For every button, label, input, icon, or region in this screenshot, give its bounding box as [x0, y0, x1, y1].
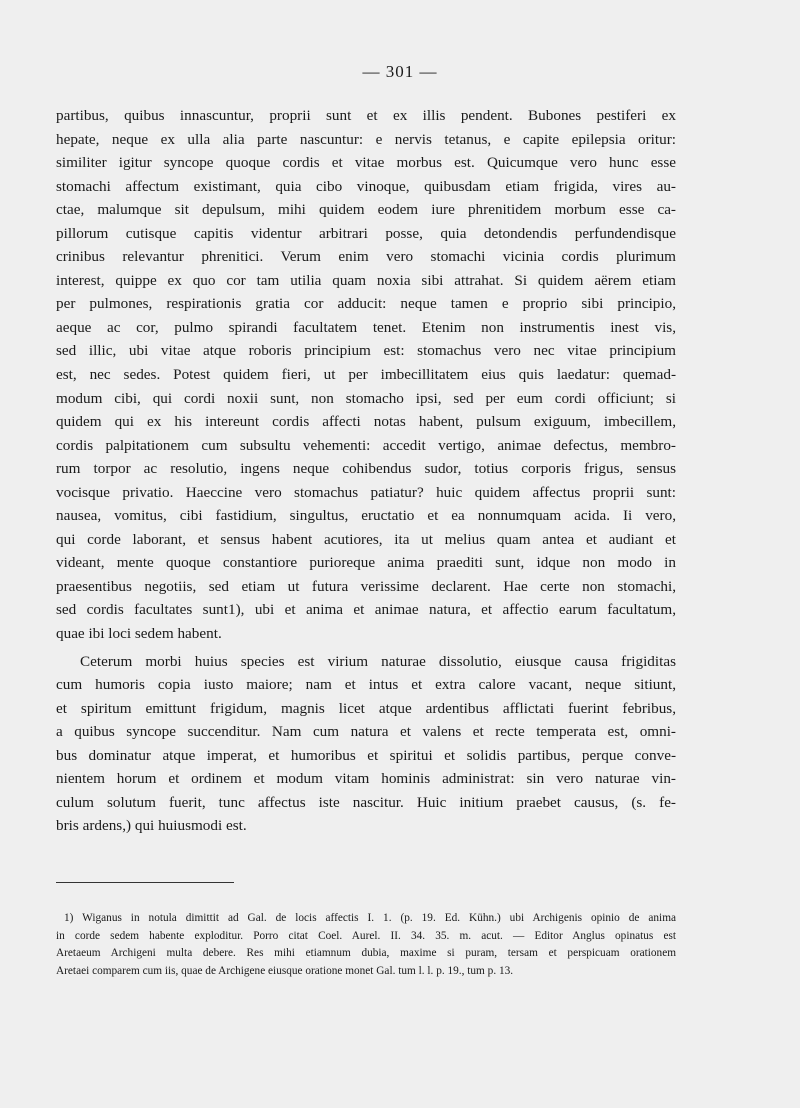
paragraph-2 [56, 650, 676, 838]
text-line: stomachi affectum existimant, quia cibo vinoque, quibusdam etiam frigida, vires au- [56, 177, 676, 195]
text-line: a quibus syncope succenditur. Nam cum natura et valens et recte temperata est, omni- [56, 723, 676, 741]
text-line: praesentibus negotiis, sed etiam ut futura verissime declarent. Hae certe non stomachi, [56, 577, 676, 595]
footnote-rule [56, 882, 234, 883]
text-line: est, nec sedes. Potest quidem fieri, ut per imbecillitatem eius quis laedatur: quemad- [56, 366, 676, 384]
text-line: cordis palpitationem cum subsultu vehementi: accedit vertigo, animae defectus, membro- [56, 436, 676, 454]
text-line: nientem horum et ordinem et modum vitam hominis administrat: sin vero naturae vin- [56, 770, 676, 788]
text-line: similiter igitur syncope quoque cordis et vitae morbus est. Quicumque vero hunc esse [56, 154, 676, 172]
text-line: et spiritum emittunt frigidum, magnis licet atque ardentibus afflictati fuerint febribus, [56, 699, 676, 717]
text-line: partibus, quibus innascuntur, proprii sunt et ex illis pendent. Bubones pestiferi ex [56, 107, 676, 124]
text-line: cum humoris copia iusto maiore; nam et intus et extra calore vacant, neque sitiunt, [56, 676, 676, 694]
text-line: vocisque privatio. Haeccine vero stomachus patiatur? huic quidem affectus proprii sunt: [56, 483, 676, 501]
text-line: bus dominatur atque imperat, et humoribus et spiritui et solidis partibus, perque conve- [56, 746, 676, 764]
text-line: crinibus relevantur phrenitici. Verum enim vero stomachi vicinia cordis plurimum [56, 248, 676, 266]
paragraph-1 [56, 104, 676, 646]
text-line: quidem qui ex his intereunt cordis affecti notas habent, pulsum exiguum, imbecillem, [56, 413, 676, 431]
text-line: videant, mente quoque constantiore purioreque anima praediti sunt, idque non modo in [56, 554, 676, 572]
text-line: hepate, neque ex ulla alia parte nascuntur: e nervis tetanus, e capite epilepsia oritur: [56, 130, 676, 148]
text-line: culum solutum fuerit, tunc affectus iste nascitur. Huic initium praebet causus, (s. fe- [56, 793, 676, 811]
text-line: sed illic, ubi vitae atque roboris principium est: stomachus vero nec vitae principium [56, 342, 676, 360]
text-line: interest, quippe ex quo cor tam utilia quam noxia sibi attrahat. Si quidem aërem etiam [56, 271, 676, 289]
text-line: qui corde laborant, et sensus habent acutiores, ita ut melius quam antea et audiant et [56, 530, 676, 548]
text-line: rum torpor ac resolutio, ingens neque cohibendus sudor, totius corporis frigus, sensus [56, 460, 676, 478]
text-line: pillorum cutisque capitis videntur arbitrari posse, quia detondendis perfundendisque [56, 224, 676, 242]
footnotes [56, 910, 676, 980]
text-line: ctae, malumque sit depulsum, mihi quidem eodem iure phrenitidem morbum esse ca- [56, 201, 676, 219]
footnote-line: Aretaei comparem cum iis, quae de Archigene eiusque oratione monet Gal. tum l. l. p. 19., tum p. 13. [56, 964, 514, 977]
main-text [56, 104, 676, 838]
text-line: aeque ac cor, pulmo spirandi facultatem tenet. Etenim non instrumentis inest vis, [56, 318, 676, 336]
footnote-line: 1) Wiganus in notula dimittit ad Gal. de locis affectis I. 1. (p. 19. Ed. Kühn.) ubi Archigenis opinio de anima [64, 912, 676, 924]
footnote-line: Aretaeum Archigeni multa debere. Res mihi etiamnum dubia, maxime si puram, tersam et perspicuam orationem [56, 947, 676, 960]
text-line: Ceterum morbi huius species est virium naturae dissolutio, eiusque causa frigiditas [80, 652, 676, 670]
footnote-line: in corde sedem habente exploditur. Porro citat Coel. Aurel. II. 34. 35. m. acut. — Editor Anglus opinatus est [56, 929, 676, 942]
text-line: modum cibi, qui cordi noxii sunt, non stomacho ipsi, sed per eum cordi officiunt; si [56, 389, 676, 407]
page-number: — 301 — [362, 62, 438, 81]
text-line: sed cordis facultates sunt1), ubi et anima et animae natura, et affectio earum facultatum, [56, 601, 676, 619]
text-line: nausea, vomitus, cibi fastidium, singultus, eructatio et ea nonnumquam acida. Ii vero, [56, 507, 676, 525]
text-line: per pulmones, respirationis gratia cor adducit: neque tamen e proprio sibi principio, [56, 295, 676, 313]
text-line: quae ibi loci sedem habent. [56, 625, 222, 643]
text-line: bris ardens,) qui huiusmodi est. [56, 817, 247, 835]
